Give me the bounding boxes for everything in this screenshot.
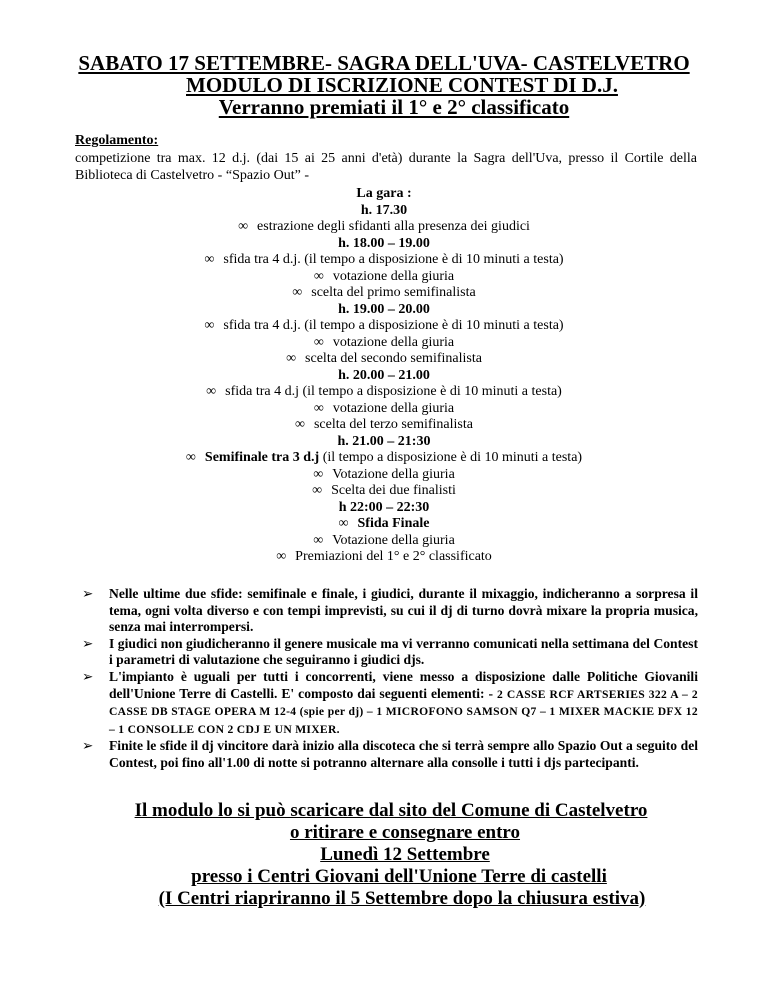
infinity-bullet-icon: ∞ xyxy=(276,549,287,564)
note-item: ➢ I giudici non giudicheranno il genere musicale ma vi verranno comunicati nella settimana del Contest i parametri di valutazione che seguiranno i giudici djs. xyxy=(82,635,698,668)
regolamento-heading: Regolamento: xyxy=(75,133,159,148)
schedule-time: h. 18.00 – 19.00 xyxy=(338,235,430,251)
form-title: MODULO DI ISCRIZIONE CONTEST DI D.J. xyxy=(186,73,618,97)
schedule-item: ∞ estrazione degli sfidanti alla presenza dei giudici xyxy=(238,219,530,234)
footer-line: presso i Centri Giovani dell'Unione Terre di castelli xyxy=(191,866,607,887)
schedule xyxy=(0,186,768,566)
schedule-item: ∞ Semifinale tra 3 d.j (il tempo a disposizione è di 10 minuti a testa) xyxy=(185,450,583,465)
schedule-item: ∞ scelta del terzo semifinalista xyxy=(295,417,473,432)
infinity-bullet-icon: ∞ xyxy=(313,268,324,284)
deadline-date: Lunedì 12 Settembre xyxy=(320,844,490,865)
note-item: ➢ Nelle ultime due sfide: semifinale e finale, i giudici, durante il mixaggio, indicheranno a sorpresa il tema, ogni volta diverso e con tempi imprevisti, su cui il dj di turno dovrà mixare la propria musica, senza mai interrompersi. xyxy=(82,586,698,635)
schedule-item: ∞ scelta del secondo semifinalista xyxy=(286,351,482,366)
footer-line: Il modulo lo si può scaricare dal sito del Comune di Castelvetro xyxy=(134,800,648,821)
regolamento-intro: competizione tra max. 12 d.j. (dai 15 ai 25 anni d'età) durante la Sagra dell'Uva, presso il Cortile della Biblioteca di Castelvetro - “Spazio Out” - xyxy=(75,151,697,183)
infinity-bullet-icon: ∞ xyxy=(313,466,324,482)
schedule-item: ∞ Premiazioni del 1° e 2° classificato xyxy=(276,549,492,564)
footer-info xyxy=(0,800,768,910)
footer-line: o ritirare e consegnare entro xyxy=(289,822,521,843)
note-item: ➢ L'impianto è uguali per tutti i concorrenti, viene messo a disposizione dalle Politiche Giovanili dell'Unione Terre di Castelli. E' composto dai seguenti elementi: - 2 CASSE RCF ARTSERIES 322 A – 2 CASSE DB STAGE OPERA M 12-4 (spie per dj) – 1 MICROFONO SAMSON Q7 – 1 MIXER MACKIE DFX 12 – 1 CONSOLLE CON 2 CDJ E UN MIXER. xyxy=(82,668,698,736)
footer-line: (I Centri riapriranno il 5 Settembre dopo la chiusura estiva) xyxy=(158,888,646,909)
schedule-item: ∞ sfida tra 4 d.j (il tempo a disposizione è di 10 minuti a testa) xyxy=(206,384,562,399)
note-item: ➢ Finite le sfide il dj vincitore darà inizio alla discoteca che si terrà sempre allo Spazio Out a seguito del Contest, poi fino all'1.00 di notte si potranno alternare alla consolle i tutti i djs partecipanti. xyxy=(82,738,698,770)
infinity-bullet-icon: ∞ xyxy=(292,285,303,300)
infinity-bullet-icon: ∞ xyxy=(286,351,297,366)
infinity-bullet-icon: ∞ xyxy=(313,400,324,416)
infinity-bullet-icon: ∞ xyxy=(338,516,349,531)
arrow-bullet-icon: ➢ xyxy=(82,668,94,684)
schedule-item: ∞ votazione della giuria xyxy=(313,400,455,416)
infinity-bullet-icon: ∞ xyxy=(185,450,196,465)
schedule-title: La gara : xyxy=(356,186,412,201)
schedule-item: ∞ votazione della giuria xyxy=(313,334,455,350)
schedule-item: ∞ sfida tra 4 d.j. (il tempo a disposizione è di 10 minuti a testa) xyxy=(204,252,564,267)
prize-title: Verranno premiati il 1° e 2° classificato xyxy=(218,95,570,119)
event-title: SABATO 17 SETTEMBRE- SAGRA DELL'UVA- CASTELVETRO xyxy=(78,51,690,75)
schedule-time: h. 20.00 – 21.00 xyxy=(338,367,430,383)
infinity-bullet-icon: ∞ xyxy=(204,252,215,267)
schedule-item: ∞ scelta del primo semifinalista xyxy=(292,285,476,300)
arrow-bullet-icon: ➢ xyxy=(82,635,94,651)
infinity-bullet-icon: ∞ xyxy=(312,483,323,498)
schedule-time: h. 17.30 xyxy=(360,202,408,218)
arrow-bullet-icon: ➢ xyxy=(82,738,94,754)
equipment-list: 2 CASSE RCF ARTSERIES 322 A – 2 CASSE DB STAGE OPERA M 12-4 (spie per dj) – 1 MICROFONO SAMSON Q7 – 1 MIXER MACKIE DFX 12 – 1 CONSOLLE CON 2 CDJ E UN MIXER. xyxy=(109,687,698,736)
infinity-bullet-icon: ∞ xyxy=(238,219,249,234)
schedule-time: h 22:00 – 22:30 xyxy=(338,499,430,515)
arrow-bullet-icon: ➢ xyxy=(82,586,94,601)
infinity-bullet-icon: ∞ xyxy=(295,417,305,432)
schedule-item: ∞ Votazione della giuria xyxy=(313,532,455,548)
schedule-item: ∞ Votazione della giuria xyxy=(313,466,455,482)
infinity-bullet-icon: ∞ xyxy=(313,334,324,350)
schedule-item: ∞ votazione della giuria xyxy=(313,268,455,284)
schedule-time: h. 21.00 – 21:30 xyxy=(337,433,431,449)
infinity-bullet-icon: ∞ xyxy=(204,318,215,333)
schedule-item: ∞ Scelta dei due finalisti xyxy=(312,483,456,498)
rules-notes xyxy=(82,586,698,772)
infinity-bullet-icon: ∞ xyxy=(313,532,324,548)
schedule-item: ∞ Sfida Finale xyxy=(338,516,430,531)
schedule-item: ∞ sfida tra 4 d.j. (il tempo a disposizione è di 10 minuti a testa) xyxy=(204,318,564,333)
infinity-bullet-icon: ∞ xyxy=(206,384,217,399)
schedule-time: h. 19.00 – 20.00 xyxy=(338,301,430,317)
